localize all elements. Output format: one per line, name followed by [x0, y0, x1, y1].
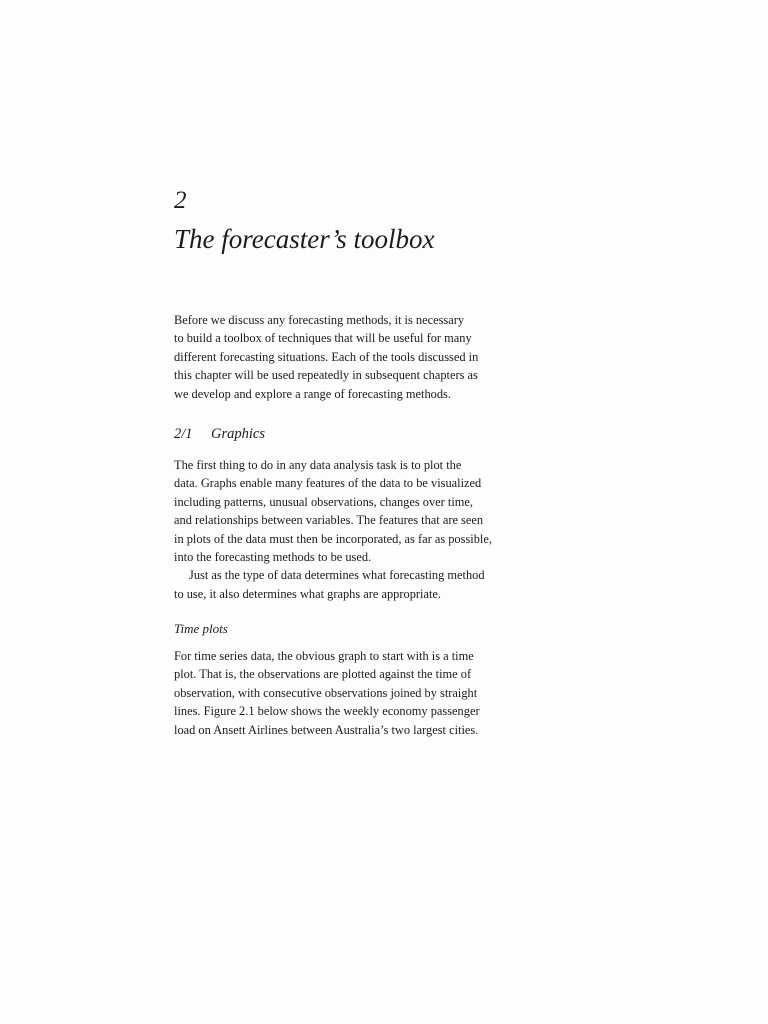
intro-line: this chapter will be used repeatedly in subsequent chapters as: [174, 368, 478, 383]
intro-line: we develop and explore a range of forecasting methods.: [174, 386, 451, 401]
section-title: Graphics: [211, 426, 265, 442]
time-plots-line: lines. Figure 2.1 below shows the weekly economy passenger: [174, 704, 480, 719]
intro-line: different forecasting situations. Each of the tools discussed in: [174, 349, 479, 364]
chapter-title: The forecaster’s toolbox: [174, 224, 435, 254]
graphics-p2-line: to use, it also determines what graphs are appropriate.: [174, 586, 441, 601]
intro-paragraph: [174, 311, 544, 403]
time-plots-line: load on Ansett Airlines between Australia’s two largest cities.: [174, 722, 479, 737]
graphics-p1-line: in plots of the data must then be incorporated, as far as possible,: [174, 531, 492, 546]
time-plots-line: observation, with consecutive observations joined by straight: [174, 685, 478, 700]
graphics-p1-line: The first thing to do in any data analysis task is to plot the: [174, 458, 462, 472]
section-number: 2/1: [174, 426, 193, 442]
chapter-number: 2: [174, 187, 187, 214]
graphics-body: [174, 456, 544, 603]
graphics-p1-line: and relationships between variables. The features that are seen: [174, 513, 484, 528]
graphics-p1-line: into the forecasting methods to be used.: [174, 550, 372, 565]
intro-line: Before we discuss any forecasting methods, it is necessary: [174, 313, 465, 327]
graphics-p2-line: Just as the type of data determines what forecasting method: [189, 568, 485, 583]
time-plots-paragraph: [174, 647, 544, 739]
graphics-p1-line: data. Graphs enable many features of the data to be visualized: [174, 476, 482, 491]
section-heading: [174, 424, 265, 444]
time-plots-line: For time series data, the obvious graph to start with is a time: [174, 649, 474, 663]
graphics-p1-line: including patterns, unusual observations, changes over time,: [174, 494, 474, 509]
time-plots-line: plot. That is, the observations are plotted against the time of: [174, 667, 472, 682]
subsection-heading: Time plots: [174, 621, 228, 636]
intro-line: to build a toolbox of techniques that will be useful for many: [174, 331, 472, 346]
